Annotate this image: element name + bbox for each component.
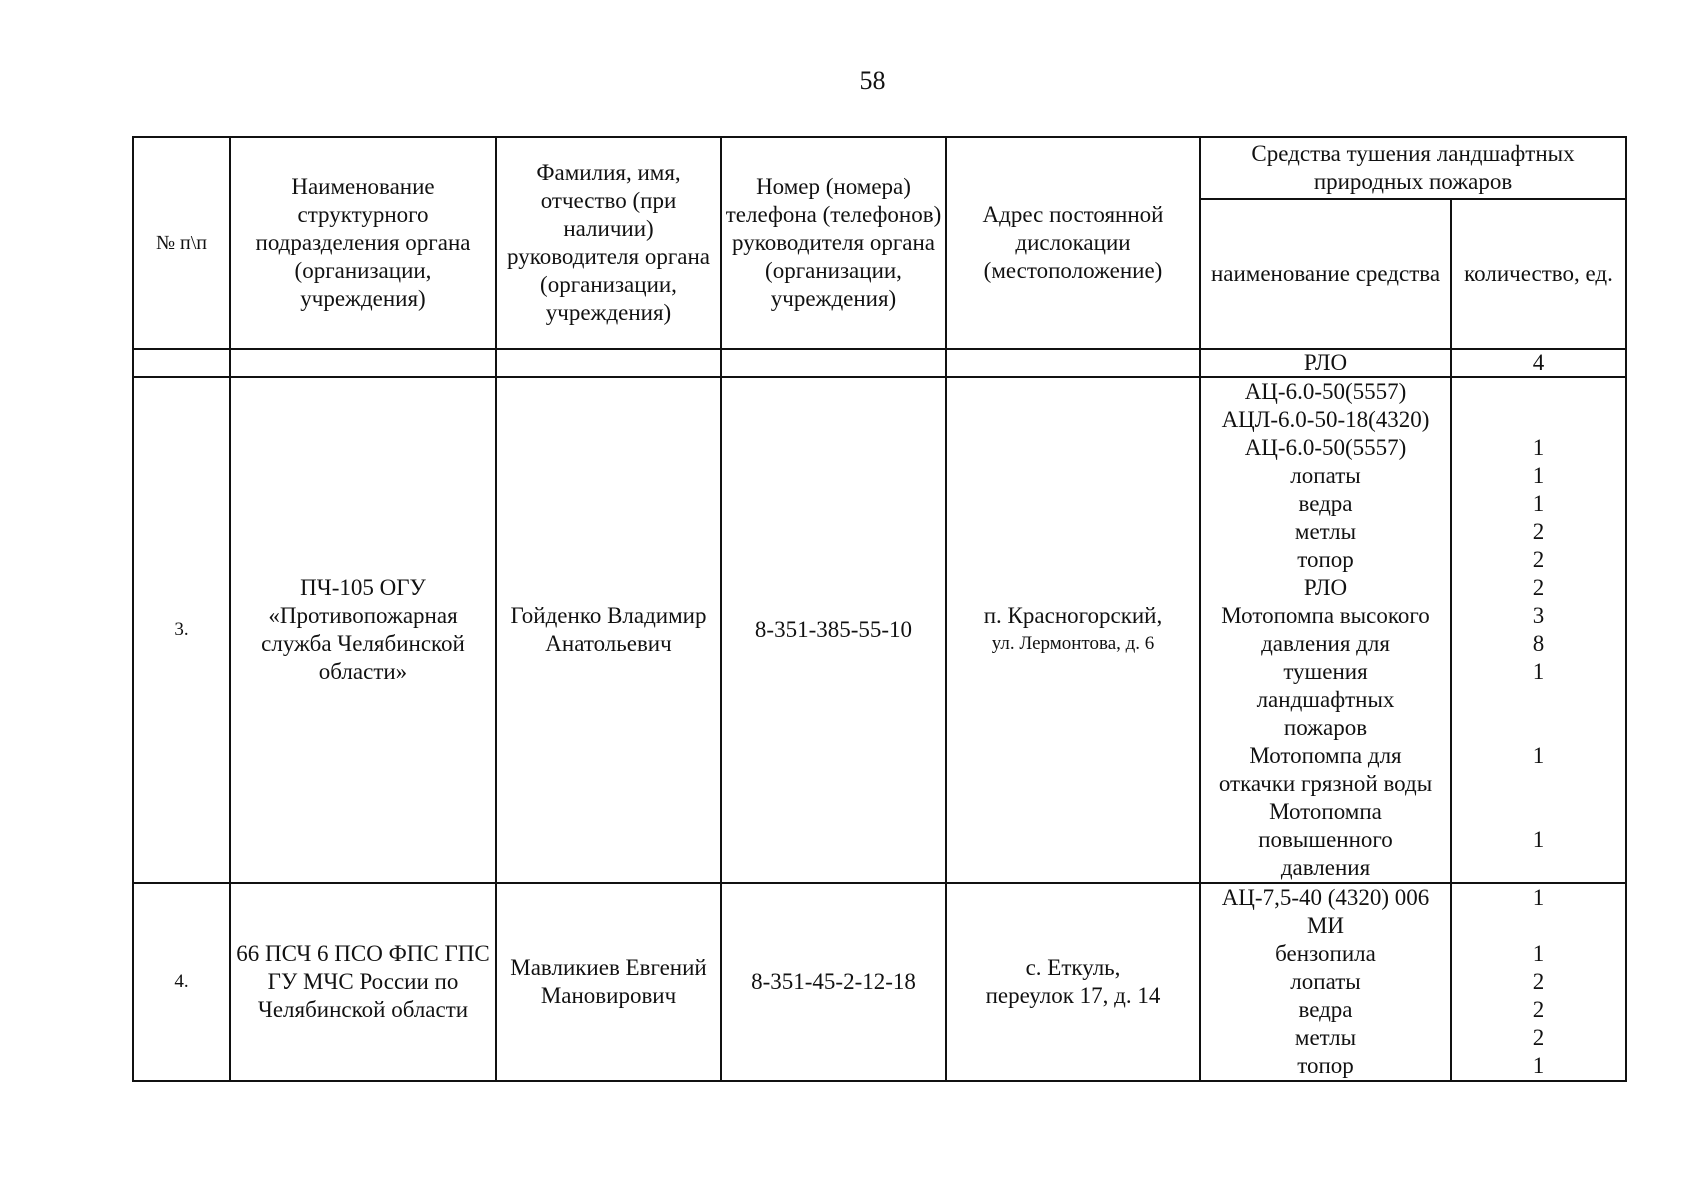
address-sub: переулок 17, д. 14 — [985, 983, 1161, 1008]
means-item: Мотопомпа — [1269, 799, 1382, 824]
means-item: АЦ-7,5-40 (4320) 006 — [1221, 885, 1430, 910]
header-row-top — [133, 137, 1626, 199]
address — [946, 883, 1200, 1081]
means-list — [1200, 883, 1451, 1081]
means-item: повышенного — [1258, 827, 1393, 852]
means-item: ведра — [1298, 491, 1353, 516]
header-means-qty: количество, ед. — [1451, 199, 1626, 349]
qty-item: 2 — [1532, 547, 1545, 572]
qty-item — [1455, 770, 1622, 798]
qty-item: 2 — [1532, 519, 1545, 544]
means-item: АЦЛ-6.0-50-18(4320) — [1221, 407, 1430, 432]
qty-item — [1455, 912, 1622, 940]
means-item: Мотопомпа высокого — [1221, 603, 1430, 628]
qty-item: 8 — [1532, 631, 1545, 656]
header-head-name: Фамилия, имя, отчество (при наличии) руководителя органа (организации, учреждения) — [496, 137, 721, 349]
means-item: АЦ-6.0-50(5557) — [1244, 435, 1407, 460]
qty-item: 1 — [1532, 885, 1545, 910]
carry-means-qty: 4 — [1451, 349, 1626, 377]
carry-cell-empty — [230, 349, 496, 377]
qty-item: 2 — [1532, 969, 1545, 994]
qty-item: 1 — [1532, 827, 1545, 852]
header-phone: Номер (номера) телефона (телефонов) руководителя органа (организации, учреждения) — [721, 137, 946, 349]
means-item: ландшафтных — [1256, 687, 1395, 712]
row-number: 3. — [133, 377, 230, 883]
row-number: 4. — [133, 883, 230, 1081]
qty-item: 2 — [1532, 997, 1545, 1022]
address — [946, 377, 1200, 883]
qty-item: 2 — [1532, 575, 1545, 600]
means-item: лопаты — [1290, 463, 1361, 488]
means-item: пожаров — [1283, 715, 1368, 740]
address-main: п. Красногорский, — [983, 603, 1163, 628]
header-unit-name: Наименование структурного подразделения органа (организации, учреждения) — [230, 137, 496, 349]
carry-cell-empty — [946, 349, 1200, 377]
header-address: Адрес постоянной дислокации (местоположение) — [946, 137, 1200, 349]
means-item: топор — [1297, 547, 1354, 572]
qty-item: 1 — [1532, 941, 1545, 966]
carry-cell-empty — [721, 349, 946, 377]
fire-equipment-table — [132, 136, 1627, 1082]
means-item: МИ — [1306, 913, 1345, 938]
phone-number: 8-351-385-55-10 — [721, 377, 946, 883]
header-means: Средства тушения ландшафтных природных пожаров — [1200, 137, 1626, 199]
table-row — [133, 377, 1626, 883]
means-item: Мотопомпа для — [1249, 743, 1402, 768]
qty-item — [1455, 378, 1622, 406]
means-item: лопаты — [1290, 969, 1361, 994]
table-row — [133, 883, 1626, 1081]
means-item: ведра — [1298, 997, 1353, 1022]
means-item: тушения — [1283, 659, 1368, 684]
address-main: с. Еткуль, — [1025, 955, 1121, 980]
carry-cell-empty — [496, 349, 721, 377]
means-item: АЦ-6.0-50(5557) — [1244, 379, 1407, 404]
qty-item — [1455, 686, 1622, 714]
head-name: Гойденко Владимир Анатольевич — [496, 377, 721, 883]
carry-means-name: РЛО — [1200, 349, 1451, 377]
qty-item: 1 — [1532, 463, 1545, 488]
qty-item: 1 — [1532, 659, 1545, 684]
address-sub: ул. Лермонтова, д. 6 — [991, 633, 1155, 654]
qty-item: 1 — [1532, 1053, 1545, 1078]
header-number: № п\п — [133, 137, 230, 349]
qty-item: 2 — [1532, 1025, 1545, 1050]
means-list — [1200, 377, 1451, 883]
means-item: метлы — [1294, 1025, 1357, 1050]
qty-item — [1455, 798, 1622, 826]
unit-name: ПЧ-105 ОГУ «Противопожарная служба Челябинской области» — [230, 377, 496, 883]
carry-over-row — [133, 349, 1626, 377]
qty-list — [1451, 377, 1626, 883]
phone-number: 8-351-45-2-12-18 — [721, 883, 946, 1081]
page-number: 58 — [859, 66, 886, 95]
qty-item: 1 — [1532, 743, 1545, 768]
qty-item: 1 — [1532, 435, 1545, 460]
unit-name: 66 ПСЧ 6 ПСО ФПС ГПС ГУ МЧС России по Челябинской области — [230, 883, 496, 1081]
means-item: откачки грязной воды — [1218, 771, 1433, 796]
qty-item — [1455, 714, 1622, 742]
qty-item — [1455, 406, 1622, 434]
qty-item — [1455, 854, 1622, 882]
qty-list — [1451, 883, 1626, 1081]
means-item: РЛО — [1303, 575, 1348, 600]
means-item: давления — [1280, 855, 1371, 880]
carry-cell-empty — [133, 349, 230, 377]
qty-item: 3 — [1532, 603, 1545, 628]
qty-item: 1 — [1532, 491, 1545, 516]
means-item: давления для — [1261, 631, 1390, 656]
means-item: топор — [1297, 1053, 1354, 1078]
header-means-name: наименование средства — [1200, 199, 1451, 349]
means-item: метлы — [1294, 519, 1357, 544]
head-name: Мавликиев Евгений Мановирович — [496, 883, 721, 1081]
means-item: бензопила — [1275, 941, 1376, 966]
